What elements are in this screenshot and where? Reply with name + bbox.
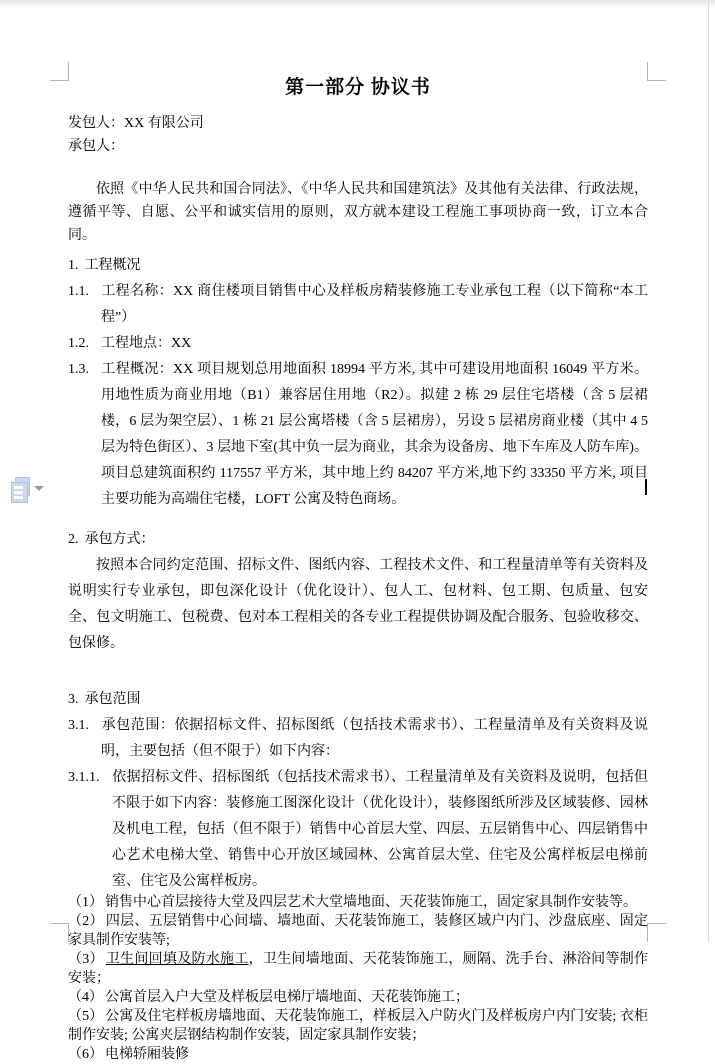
window-top-shadow bbox=[0, 0, 715, 7]
scope-item-6[interactable]: （6） 电梯轿厢装修 bbox=[68, 1047, 189, 1062]
clause-2-body[interactable]: 按照本合同约定范围、招标文件、图纸内容、工程技术文件、和工程量清单等有关资料及说明实行专业承包，即包深化设计（优化设计）、包人工、包材料、包工期、包质量、包安全、包文明施工、包税费、包对本工程相关的各专业工程提供协调及配合服务、包验收移交、包保修。 bbox=[68, 558, 648, 651]
page-right-edge bbox=[708, 0, 709, 942]
clause-3-1[interactable]: 3.1. 承包范围：依据招标文件、招标图纸（包括技术需求书）、工程量清单及有关资料及说明，主要包括（但不限于）如下内容： bbox=[68, 718, 648, 759]
margin-crop-mark-top-left bbox=[50, 62, 69, 81]
scope-item-2[interactable]: （2） 四层、五层销售中心间墙、墙地面、天花装饰施工，装修区域户内门、沙盘底座、固定家具制作安装等; bbox=[68, 914, 649, 948]
scope-item-5[interactable]: （5） 公寓及住宅样板房墙地面、天花装饰施工，样板层入户防火门及样板房户内门安装; 衣柜制作安装; 公寓夹层钢结构制作安装，固定家具制作安装； bbox=[68, 1009, 648, 1043]
preamble-paragraph[interactable]: 依照《中华人民共和国合同法》、《中华人民共和国建筑法》及其他有关法律、行政法规，遵循平等、自愿、公平和诚实信用的原则，双方就本建设工程施工事项协商一致，订立本合同。 bbox=[68, 182, 648, 243]
clause-1-3[interactable]: 1.3. 工程概况：XX 项目规划总用地面积 18994 平方米, 其中可建设用地面积 16049 平方米。用地性质为商业用地（B1）兼容居住用地（R2）。拟建 2 栋 29 层住宅塔楼（含 5 层裙楼，6 层为架空层）、1 栋 21 层公寓塔楼（含 5 层裙房），另设 5 层裙房商业楼（其中 4 5 层为特色街区）、3 层地下室(其中负一层为商业，其余为设备房、地下车库及人防车库)。项目总建筑面积约 117557 平方米，其中地上约 84207 平方米,地下约 33350 平方米, 项目主要功能为高端住宅楼，LOFT 公寓及特色商场。 bbox=[68, 362, 648, 507]
party-b-line[interactable]: 承包人： bbox=[68, 139, 124, 154]
clause-3-1-1[interactable]: 3.1.1. 依据招标文件、招标图纸（包括技术需求书）、工程量清单及有关资料及说明，包括但不限于如下内容：装修施工图深化设计（优化设计），装修图纸所涉及区域装修、园林及机电工程，包括（但不限于）销售中心首层大堂、四层、五层销售中心、四层销售中心艺术电梯大堂、销售中心开放区域园林、公寓首层大堂、住宅及公寓样板层电梯前室、住宅及公寓样板房。 bbox=[68, 770, 648, 889]
section-3-heading[interactable]: 3. 承包范围 bbox=[68, 692, 141, 707]
chevron-down-icon[interactable] bbox=[34, 486, 44, 491]
underlined-text: 卫生间回填及防水施工 bbox=[105, 952, 249, 967]
margin-crop-mark-bottom-left bbox=[50, 923, 69, 942]
scope-item-4[interactable]: （4） 公寓首层入户大堂及样板层电梯厅墙地面、天花装饰施工； bbox=[68, 990, 469, 1005]
scope-item-3[interactable]: （3） 卫生间回填及防水施工，卫生间墙地面、天花装饰施工，厕隔、洗手台、淋浴间等制作安装； bbox=[68, 952, 649, 986]
page-front-icon bbox=[11, 482, 28, 503]
clause-1-1[interactable]: 1.1. 工程名称：XX 商住楼项目销售中心及样板房精装修施工专业承包工程（以下简称“本工程”） bbox=[68, 284, 648, 325]
scope-item-list bbox=[68, 893, 648, 1064]
paste-options-icon[interactable] bbox=[11, 477, 45, 503]
scope-item-1[interactable]: （1） 销售中心首层接待大堂及四层艺术大堂墙地面、天花装饰施工，固定家具制作安装等。 bbox=[68, 895, 637, 910]
margin-crop-mark-top-right bbox=[647, 62, 666, 81]
clause-1-2[interactable]: 1.2. 工程地点：XX bbox=[68, 336, 192, 351]
document-body[interactable] bbox=[68, 76, 648, 1064]
margin-crop-mark-bottom-right bbox=[647, 923, 666, 942]
page-title: 第一部分 协议书 bbox=[285, 77, 431, 98]
party-a-line[interactable]: 发包人：XX 有限公司 bbox=[68, 116, 204, 131]
section-1-heading[interactable]: 1. 工程概况 bbox=[68, 258, 141, 273]
section-2-heading[interactable]: 2. 承包方式： bbox=[68, 532, 155, 547]
